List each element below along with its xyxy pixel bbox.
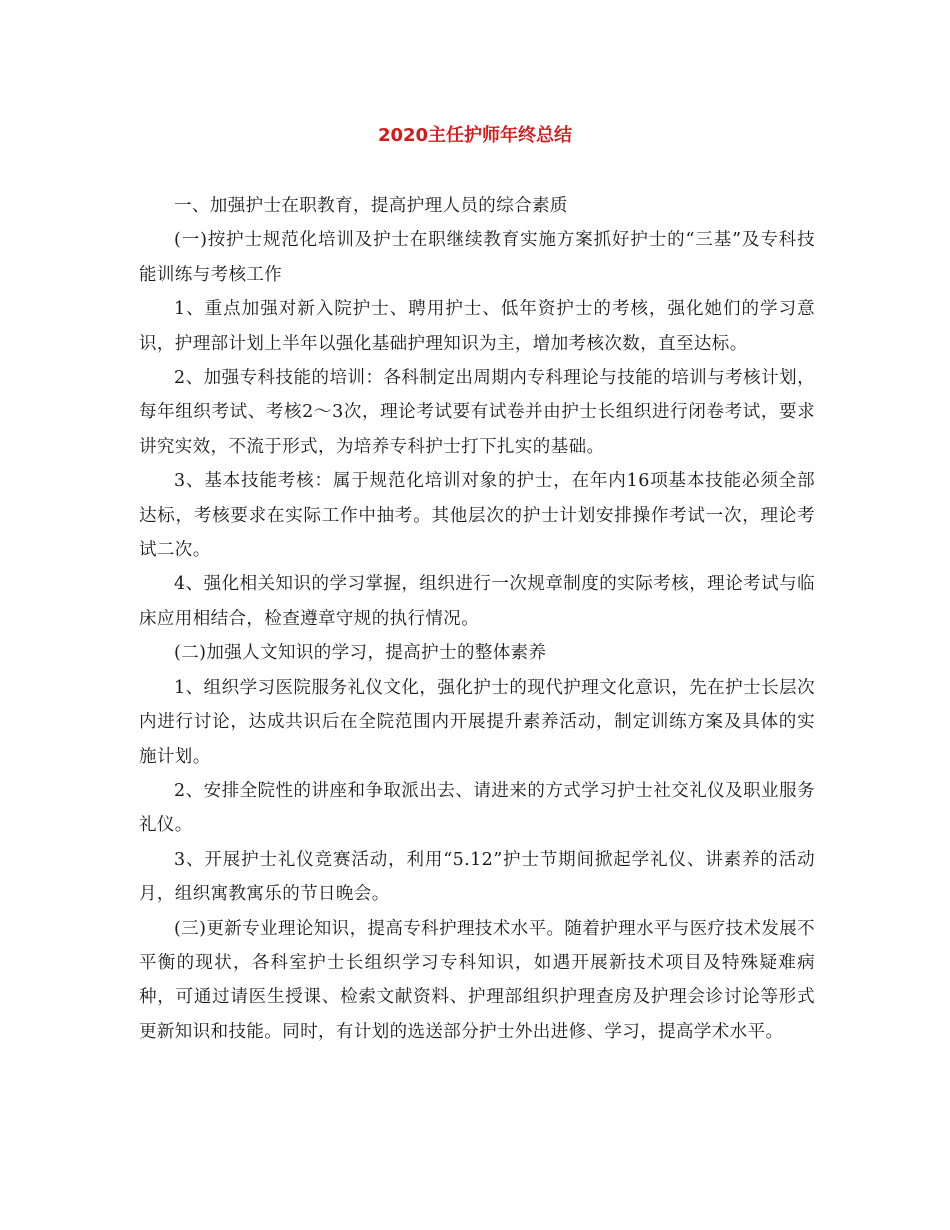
document-body	[139, 189, 815, 1049]
body-paragraph: 2、安排全院性的讲座和争取派出去、请进来的方式学习护士社交礼仪及职业服务礼仪。	[139, 780, 815, 836]
section-heading-1: 一、加强护士在职教育，提高护理人员的综合素质	[174, 196, 568, 216]
subsection-heading-2: (二)加强人文知识的学习，提高护士的整体素养	[174, 643, 547, 664]
subsection-heading-1: (一)按护士规范化培训及护士在职继续教育实施方案抓好护士的“三基”及专科技能训练与考核工作	[139, 230, 815, 285]
subsection-paragraph-3: (三)更新专业理论知识，提高专科护理技术水平。随着护理水平与医疗技术发展不平衡的现状，各科室护士长组织学习专科知识，如遇开展新技术项目及特殊疑难病种，可通过请医生授课、检索文献资料、护理部组织护理查房及护理会诊讨论等形式更新知识和技能。同时，有计划的选送部分护士外出进修、学习，提高学术水平。	[139, 918, 815, 1042]
body-paragraph: 1、重点加强对新入院护士、聘用护士、低年资护士的考核，强化她们的学习意识，护理部计划上半年以强化基础护理知识为主，增加考核次数，直至达标。	[139, 299, 815, 354]
body-paragraph: 3、基本技能考核：属于规范化培训对象的护士，在年内16项基本技能必须全部达标，考核要求在实际工作中抽考。其他层次的护士计划安排操作考试一次，理论考试二次。	[139, 471, 815, 561]
body-paragraph: 2、加强专科技能的培训：各科制定出周期内专科理论与技能的培训与考核计划，每年组织考试、考核2～3次，理论考试要有试卷并由护士长组织进行闭卷考试，要求讲究实效，不流于形式，为培养专科护士打下扎实的基础。	[139, 368, 815, 457]
document-title: 2020主任护师年终总结	[377, 125, 573, 146]
body-paragraph: 3、开展护士礼仪竞赛活动，利用“5.12”护士节期间掀起学礼仪、讲素养的活动月，组织寓教寓乐的节日晚会。	[139, 849, 815, 905]
body-paragraph: 4、强化相关知识的学习掌握，组织进行一次规章制度的实际考核，理论考试与临床应用相结合，检查遵章守规的执行情况。	[139, 574, 815, 629]
body-paragraph: 1、组织学习医院服务礼仪文化，强化护士的现代护理文化意识，先在护士长层次内进行讨论，达成共识后在全院范围内开展提升素养活动，制定训练方案及具体的实施计划。	[139, 677, 815, 767]
